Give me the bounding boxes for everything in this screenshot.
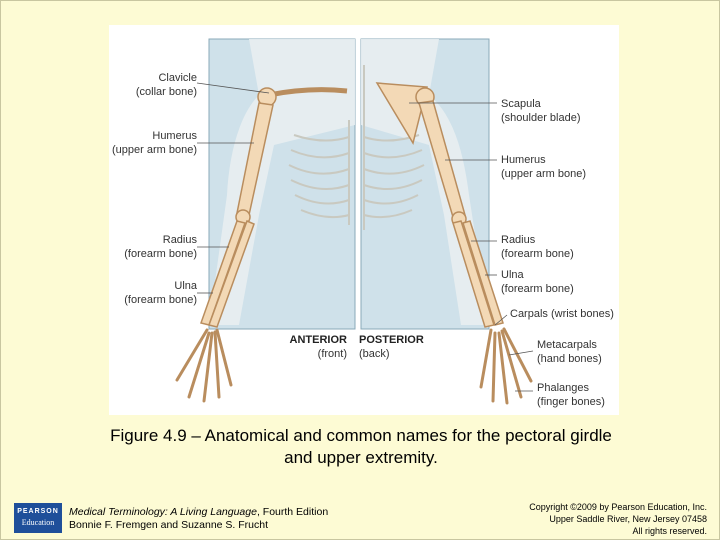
label-radius-left: Radius (forearm bone) <box>124 234 197 260</box>
label-scapula: Scapula (shoulder blade) <box>501 98 581 124</box>
figure-caption: Figure 4.9 – Anatomical and common names for the pectoral girdle and upper extremity. <box>110 426 612 467</box>
posterior-hand-bones <box>481 329 531 403</box>
pearson-logo: PEARSON Education <box>14 503 62 533</box>
label-ulna-right: Ulna (forearm bone) <box>501 269 574 295</box>
label-ulna-left: Ulna (forearm bone) <box>124 280 197 306</box>
label-carpals: Carpals (wrist bones) <box>510 308 614 320</box>
label-humerus-left: Humerus (upper arm bone) <box>112 130 197 156</box>
label-radius-right: Radius (forearm bone) <box>501 234 574 260</box>
label-humerus-right: Humerus (upper arm bone) <box>501 154 586 180</box>
label-phalanges: Phalanges (finger bones) <box>537 382 605 408</box>
label-clavicle: Clavicle (collar bone) <box>135 72 197 98</box>
copyright-notice: Copyright ©2009 by Pearson Education, Inc. Upper Saddle River, New Jersey 07458 All rights reserved. <box>529 502 707 536</box>
view-label-posterior: POSTERIOR (back) <box>359 334 424 360</box>
book-credit: Medical Terminology: A Living Language, Fourth Edition Bonnie F. Fremgen and Suzanne S. Frucht <box>69 506 329 531</box>
anatomy-figure <box>109 25 619 415</box>
anterior-hand-bones <box>177 330 231 401</box>
view-label-anterior: ANTERIOR (front) <box>289 334 347 360</box>
label-metacarpals: Metacarpals (hand bones) <box>537 339 602 365</box>
